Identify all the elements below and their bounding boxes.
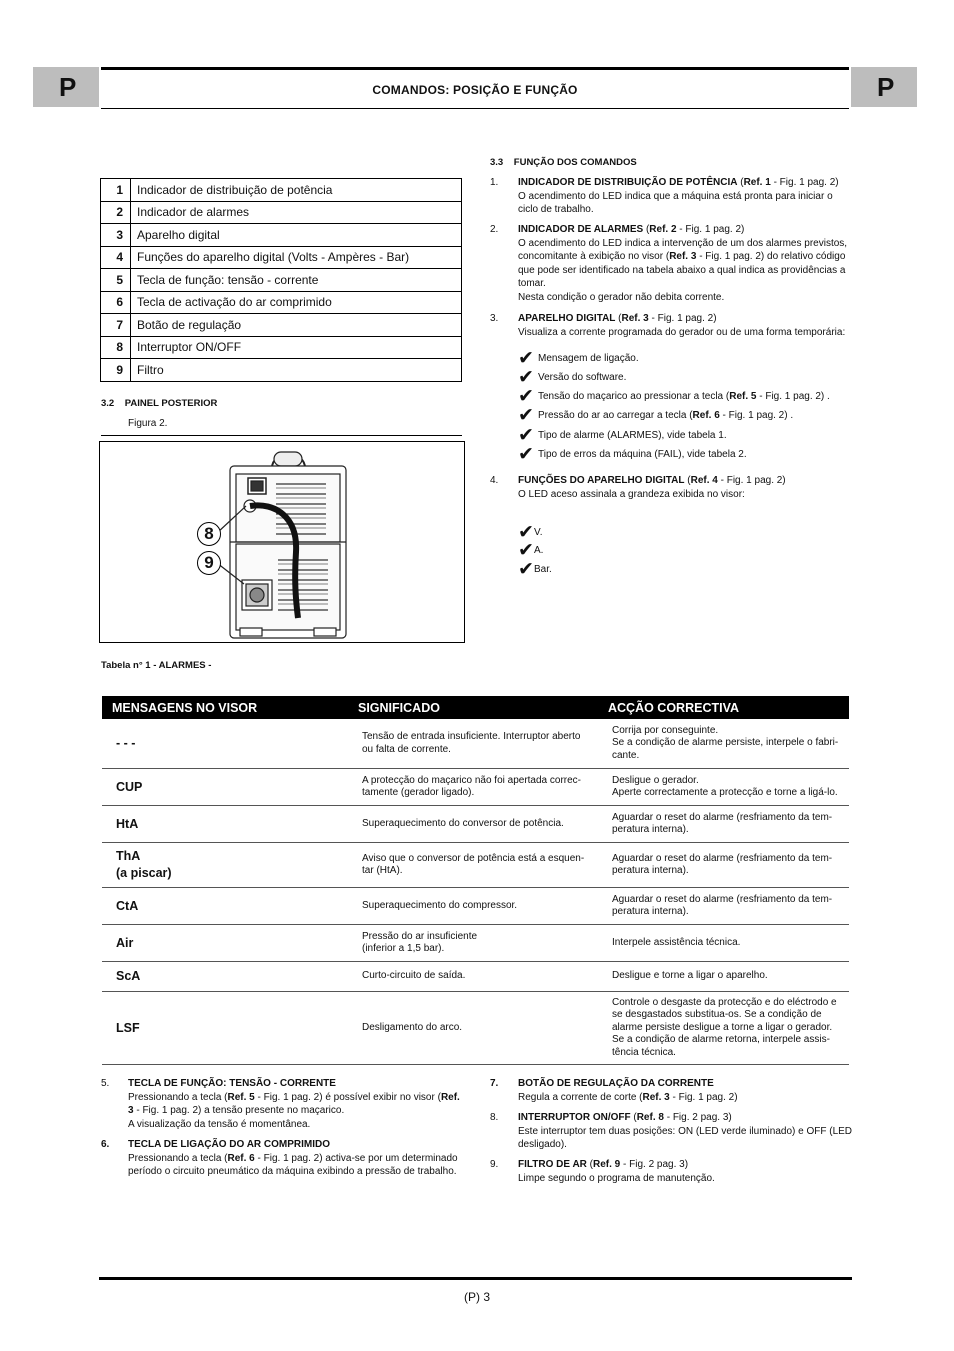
ref-open: ( [630, 1112, 637, 1123]
ref-label: Aparelho digital [131, 224, 462, 247]
item-body: - Fig. 1 pag. 2) [669, 1091, 738, 1103]
check-text: Tipo de alarme (ALARMES), vide tabela 1. [538, 430, 727, 441]
check-item [518, 387, 830, 406]
check-item [518, 541, 543, 560]
ref-label: Ref. 5 [227, 1091, 255, 1103]
item-body: Limpe segundo o programa de manutenção. [518, 1172, 715, 1184]
alarm-action: Aguardar o reset do alarme (resfriamento da tem-peratura interna). [612, 852, 833, 876]
ref-label: Ref. 6 [227, 1152, 255, 1164]
section-number: 3.3 [490, 157, 504, 168]
col-header: SIGNIFICADO [358, 701, 440, 715]
item-number: 3. [490, 313, 499, 324]
ref-tail: - Fig. 2 pag. 3) [620, 1159, 689, 1170]
alarm-message: CUP [116, 779, 143, 794]
alarm-row [102, 992, 849, 1065]
alarm-row [102, 962, 849, 992]
item-body: - Fig. 1 pag. 2) do relativo código que pode ser identificado na tabela abaixo a qual indica as providências a tomar. [518, 251, 846, 289]
check-icon: ✔ [518, 444, 534, 465]
ref-label: Indicador de alarmes [131, 201, 462, 224]
check-text: Pressão do ar ao carregar a tecla ( [538, 410, 693, 421]
item-3-text [518, 312, 853, 339]
ref-tail: - Fig. 2 pag. 3) [663, 1112, 732, 1123]
item-number: 1. [490, 177, 499, 188]
item-body: O LED aceso assinala a grandeza exibida no visor: [518, 488, 745, 500]
alarm-action: Aguardar o reset do alarme (resfriamento da tem-peratura interna). [612, 893, 833, 917]
reference-table [100, 178, 462, 382]
ref-open: ( [643, 224, 650, 235]
check-text: - Fig. 1 pag. 2) . [719, 410, 794, 421]
ref-number: 2 [101, 201, 131, 224]
check-icon: ✔ [518, 540, 534, 561]
ref-label: Ref. 9 [593, 1159, 621, 1170]
section-title: FUNÇÃO DOS COMANDOS [513, 157, 637, 168]
check-icon: ✔ [518, 367, 534, 388]
item-number: 6. [101, 1139, 110, 1150]
alarm-message: - - - [116, 736, 136, 750]
ref-label: Tecla de função: tensão - corrente [131, 269, 462, 292]
check-icon: ✔ [518, 348, 534, 369]
item-title: TECLA DE FUNÇÃO: TENSÃO - CORRENTE [128, 1078, 336, 1089]
ref-open: ( [684, 475, 691, 486]
item-body: - Fig. 1 pag. 2) a tensão presente no maçarico. [133, 1105, 345, 1116]
item-number: 7. [490, 1078, 499, 1089]
ref-table-row [101, 201, 462, 224]
item-6-text [128, 1138, 468, 1179]
alarm-meaning: A protecção do maçarico não foi apertada correc-tamente (gerador ligado). [362, 774, 582, 798]
section-3-2-heading [101, 397, 217, 411]
ref-label: Filtro [131, 359, 462, 382]
divider [101, 435, 462, 436]
ref-tail: - Fig. 1 pag. 2) [648, 313, 717, 324]
alarm-action: Desligue o gerador. Aperte correctamente a protecção e torne a ligá-lo. [612, 774, 838, 798]
alarm-row [102, 806, 849, 843]
item-title: FILTRO DE AR [518, 1159, 587, 1170]
alarm-message: HtA [116, 816, 139, 831]
ref-label: Botão de regulação [131, 314, 462, 337]
ref-open: ( [737, 177, 744, 188]
alarm-action: Desligue e torne a ligar o aparelho. [612, 970, 768, 981]
ref-label: Ref. 8 [636, 1112, 664, 1123]
item-2-text [518, 223, 853, 304]
ref-number: 4 [101, 246, 131, 269]
ref-tail: - Fig. 1 pag. 2) [717, 475, 786, 486]
item-body: O acendimento do LED indica a intervenção de um dos alarmes previstos, concomitante à exibição no visor ( [518, 237, 848, 262]
item-4-text [518, 474, 853, 501]
check-text: Bar. [534, 564, 552, 575]
ref-tail: - Fig. 1 pag. 2) [770, 177, 839, 188]
alarm-row [102, 843, 849, 888]
ref-table-row [101, 336, 462, 359]
item-number: 9. [490, 1159, 499, 1170]
check-item [518, 406, 793, 425]
check-icon: ✔ [518, 425, 534, 446]
ref-label: Ref. 5 [729, 391, 757, 402]
ref-tail: - Fig. 1 pag. 2) [676, 224, 745, 235]
alarm-table-header [102, 696, 849, 719]
alarm-message: CtA [116, 898, 139, 913]
ref-label: Ref. 2 [649, 224, 677, 235]
ref-label: Ref. [440, 1091, 460, 1103]
language-tab-right: P [851, 67, 917, 107]
check-text: V. [534, 527, 543, 538]
ref-table-row [101, 224, 462, 247]
alarm-meaning: Aviso que o conversor de potência está a esquen-tar (HtA). [362, 852, 585, 876]
col-header: ACÇÃO CORRECTIVA [608, 701, 740, 715]
alarm-row [102, 769, 849, 806]
page-title: COMANDOS: POSIÇÃO E FUNÇÃO [372, 83, 578, 97]
alarm-row [102, 925, 849, 962]
ref-label: Indicador de distribuição de potência [131, 179, 462, 202]
footer-rule [99, 1277, 852, 1280]
ref-label: Ref. 3 [642, 1091, 670, 1103]
rear-panel-figure [99, 441, 465, 643]
section-3-3-heading [490, 156, 637, 170]
check-icon: ✔ [518, 386, 534, 407]
ref-number: 1 [101, 179, 131, 202]
check-text: Mensagem de ligação. [538, 353, 639, 364]
alarm-action: Interpele assistência técnica. [612, 936, 741, 948]
ref-label: Tecla de activação do ar comprimido [131, 291, 462, 314]
item-number: 4. [490, 475, 499, 486]
alarm-action: Corrija por conseguinte. Se a condição de alarme persiste, interpele o fabri-cante. [612, 724, 839, 761]
check-text: - Fig. 1 pag. 2) . [756, 391, 830, 402]
item-body: Pressionando a tecla ( [128, 1152, 228, 1164]
language-tab-left: P [33, 67, 99, 107]
alarm-message: ThA (a piscar) [116, 849, 172, 880]
check-item [518, 349, 639, 368]
check-icon: ✔ [518, 522, 534, 543]
ref-table-row [101, 269, 462, 292]
check-text: Tipo de erros da máquina (FAIL), vide tabela 2. [538, 449, 747, 460]
alarm-table-caption: Tabela n° 1 - ALARMES - [101, 660, 212, 671]
alarm-meaning: Desligamento do arco. [362, 1021, 463, 1033]
alarm-message: ScA [116, 969, 141, 983]
item-body: - Fig. 1 pag. 2) activa-se por um determinado [254, 1152, 458, 1164]
check-item [518, 368, 626, 387]
alarm-meaning: Pressão do ar insuficiente (inferior a 1,5 bar). [362, 930, 478, 954]
item-9-text [518, 1158, 853, 1185]
ref-open: ( [615, 313, 622, 324]
item-body: Regula a corrente de corte ( [518, 1091, 643, 1103]
ref-number: 3 [101, 224, 131, 247]
ref-label: 3 [128, 1105, 134, 1116]
item-body: Nesta condição o gerador não debita corrente. [518, 291, 725, 303]
alarm-message: LSF [116, 1020, 140, 1035]
item-number: 2. [490, 224, 499, 235]
section-title: PAINEL POSTERIOR [124, 398, 218, 409]
ref-label: Ref. 4 [690, 475, 718, 486]
alarm-table [102, 696, 849, 1065]
ref-table-row [101, 291, 462, 314]
ref-number: 5 [101, 269, 131, 292]
item-title: INDICADOR DE DISTRIBUIÇÃO DE POTÊNCIA [518, 177, 738, 188]
item-title: FUNÇÕES DO APARELHO DIGITAL [518, 475, 685, 486]
header-bar [101, 67, 849, 109]
check-item [518, 560, 552, 579]
alarm-meaning: Superaquecimento do conversor de potência. [362, 817, 564, 829]
check-item [518, 445, 747, 464]
item-body: Visualiza a corrente programada do gerador ou de uma forma temporária: [518, 326, 846, 338]
item-number: 8. [490, 1112, 499, 1123]
ref-table-row [101, 359, 462, 382]
item-body: Pressionando a tecla ( [128, 1091, 228, 1103]
ref-label: Ref. 1 [743, 177, 771, 188]
ref-table-row [101, 314, 462, 337]
check-item [518, 426, 727, 445]
alarm-action: Aguardar o reset do alarme (resfriamento da tem-peratura interna). [612, 811, 833, 835]
alarm-meaning: Curto-circuito de saída. [362, 970, 466, 981]
figure-caption: Figura 2. [128, 418, 168, 429]
check-icon: ✔ [518, 405, 534, 426]
ref-table-row [101, 179, 462, 202]
ref-number: 6 [101, 291, 131, 314]
item-title: BOTÃO DE REGULAÇÃO DA CORRENTE [518, 1078, 714, 1089]
section-number: 3.2 [101, 398, 115, 409]
callout-9: 9 [197, 551, 221, 575]
check-text: A. [534, 545, 544, 556]
item-body: - Fig. 1 pag. 2) é possível exibir no visor ( [254, 1091, 441, 1103]
ref-label: Interruptor ON/OFF [131, 336, 462, 359]
item-body: A visualização da tensão é momentânea. [128, 1118, 311, 1130]
item-title: APARELHO DIGITAL [518, 313, 616, 324]
ref-number: 8 [101, 336, 131, 359]
ref-table-row [101, 246, 462, 269]
ref-label: Ref. 3 [621, 313, 649, 324]
page-number: (P) 3 [463, 1290, 490, 1304]
alarm-meaning: Tensão de entrada insuficiente. Interruptor aberto ou falta de corrente. [362, 731, 581, 755]
rear-panel-illustration [100, 442, 464, 642]
ref-number: 7 [101, 314, 131, 337]
ref-label: Ref. 6 [692, 410, 720, 421]
item-1-text [518, 176, 853, 217]
alarm-meaning: Superaquecimento do compressor. [362, 899, 518, 911]
item-7-text [518, 1077, 853, 1104]
alarm-row [102, 719, 849, 769]
col-header: MENSAGENS NO VISOR [112, 701, 258, 715]
check-icon: ✔ [518, 559, 534, 580]
callout-8: 8 [197, 522, 221, 546]
alarm-action: Controle o desgaste da protecção e do eléctrodo e se desgastados substitua-os. Se a condição de alarme persiste desligue a torne a ligar o gerador. Se a condição de alarme retorna, interpele assis-tência técnica. [612, 996, 837, 1058]
item-5-text [128, 1077, 468, 1131]
check-text: Tensão do maçarico ao pressionar a tecla ( [538, 391, 730, 402]
item-number: 5. [101, 1078, 110, 1089]
item-title: TECLA DE LIGAÇÃO DO AR COMPRIMIDO [128, 1139, 331, 1150]
ref-label: Ref. 3 [669, 251, 697, 262]
alarm-row [102, 888, 849, 925]
item-8-text [518, 1111, 853, 1152]
item-title: INDICADOR DE ALARMES [518, 224, 644, 235]
item-title: INTERRUPTOR ON/OFF [518, 1112, 631, 1123]
alarm-message: Air [116, 935, 134, 950]
check-text: Versão do software. [538, 372, 627, 383]
ref-number: 9 [101, 359, 131, 382]
ref-open: ( [586, 1159, 593, 1170]
item-body: Este interruptor tem duas posições: ON (LED verde iluminado) e OFF (LED desligado). [518, 1125, 853, 1150]
item-body: O acendimento do LED indica que a máquina está pronta para iniciar o ciclo de trabalho. [518, 190, 833, 215]
item-body: período o circuito pneumático da máquina exibindo a pressão de trabalho. [128, 1166, 457, 1177]
ref-label: Funções do aparelho digital (Volts - Ampères - Bar) [131, 246, 462, 269]
